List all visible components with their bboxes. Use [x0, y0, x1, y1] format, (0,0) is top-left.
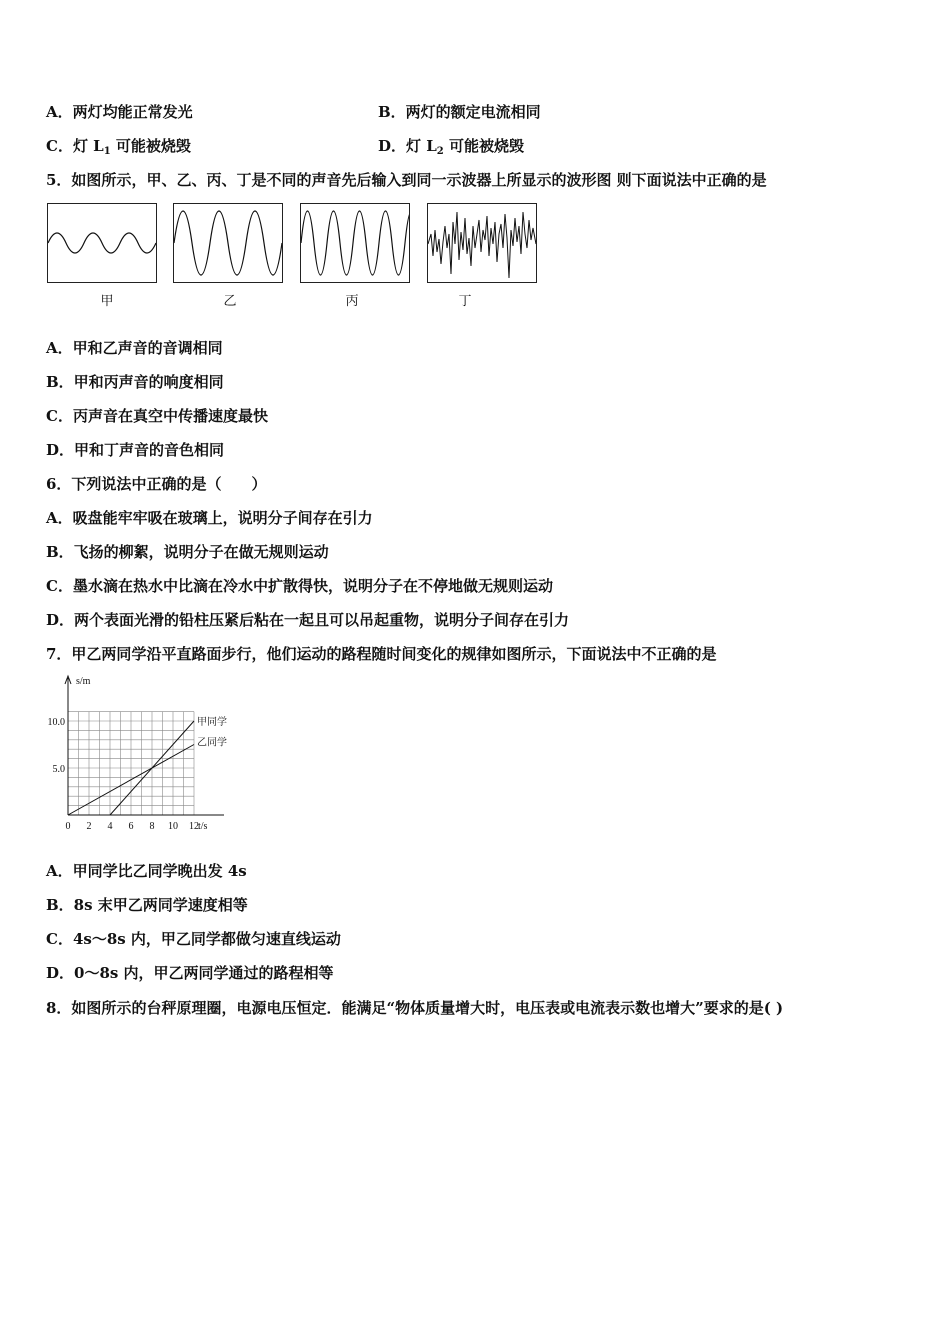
- series-label-1: 乙同学: [197, 737, 227, 749]
- q4-option-d-text: D．灯 L: [378, 137, 437, 155]
- waveform-yi-curve: [174, 211, 282, 275]
- q5-option-a: A．甲和乙声音的音调相同: [46, 339, 223, 357]
- q8-stem: 8．如图所示的台秤原理圈，电源电压恒定．能满足“物体质量增大时，电压表或电流表示数也增大”要求的是( ): [46, 999, 784, 1017]
- waveform-bing: [300, 203, 410, 283]
- q4-option-c: [46, 136, 191, 162]
- x-tick-label: 6: [128, 821, 134, 832]
- q5-option-c: C．丙声音在真空中传播速度最快: [46, 407, 268, 425]
- q6-option-b: B．飞扬的柳絮，说明分子在做无规则运动: [46, 543, 329, 561]
- x-tick-label: 4: [107, 821, 113, 832]
- q4-option-a: A．两灯均能正常发光: [46, 103, 193, 121]
- q6-option-c: C．墨水滴在热水中比滴在冷水中扩散得快，说明分子在不停地做无规则运动: [46, 577, 553, 595]
- q6-stem: 6．下列说法中正确的是（ ）: [46, 475, 267, 493]
- q7-option-c: C．4s～8s 内，甲乙同学都做匀速直线运动: [46, 930, 341, 948]
- x-tick-label: 8: [149, 821, 155, 832]
- q7-stem: 7．甲乙两同学沿平直路面步行，他们运动的路程随时间变化的规律如图所示，下面说法中不正确的是: [46, 645, 717, 663]
- waveform-jia-curve: [48, 233, 156, 253]
- q5-stem: 5．如图所示，甲、乙、丙、丁是不同的声音先后输入到同一示波器上所显示的波形图 则下面说法中正确的是: [46, 171, 767, 189]
- y-axis-label: s/m: [76, 676, 91, 687]
- x-tick-label: 10: [168, 821, 178, 832]
- waveform-yi: [173, 203, 283, 283]
- x-tick-label: 0: [65, 821, 71, 832]
- distance-time-graph: [38, 672, 238, 837]
- q7-option-d: D．0～8s 内，甲乙两同学通过的路程相等: [46, 964, 334, 982]
- waveform-bing-curve: [301, 211, 409, 275]
- q7-option-a: A．甲同学比乙同学晚出发 4s: [46, 862, 247, 880]
- q7-option-b: B．8s 末甲乙两同学速度相等: [46, 896, 248, 914]
- q5-option-d: D．甲和丁声音的音色相同: [46, 441, 225, 459]
- q6-option-d: D．两个表面光滑的铅柱压紧后粘在一起且可以吊起重物，说明分子间存在引力: [46, 611, 570, 629]
- series-label-0: 甲同学: [197, 717, 227, 728]
- q4-option-c-tail: 可能被烧毁: [110, 137, 191, 155]
- x-axis-label: t/s: [198, 821, 208, 832]
- q4-option-d-tail: 可能被烧毁: [443, 137, 524, 155]
- waveform-ding-curve: [428, 212, 536, 278]
- x-tick-label: 12: [189, 821, 199, 832]
- q5-option-b: B．甲和丙声音的响度相同: [46, 373, 224, 391]
- waveform-jia: [47, 203, 157, 283]
- q4-option-c-subscript: 1: [103, 146, 111, 157]
- waveform-yi-label: 乙: [223, 294, 237, 309]
- q4-option-c-text: C．灯 L: [46, 137, 104, 155]
- waveform-jia-label: 甲: [100, 294, 114, 309]
- graph-grid: [68, 712, 194, 815]
- y-tick-label: 5.0: [52, 764, 65, 775]
- graph-labels: [48, 676, 228, 832]
- q4-option-d: [378, 136, 524, 162]
- x-tick-label: 2: [86, 821, 92, 832]
- waveform-ding-label: 丁: [458, 294, 472, 309]
- q4-option-b: B．两灯的额定电流相同: [378, 103, 541, 121]
- waveform-ding: [427, 203, 537, 283]
- q6-option-a: A．吸盘能牢牢吸在玻璃上，说明分子间存在引力: [46, 509, 373, 527]
- q4-option-d-subscript: 2: [436, 146, 444, 157]
- y-tick-label: 10.0: [47, 717, 65, 728]
- waveform-bing-label: 丙: [345, 294, 359, 309]
